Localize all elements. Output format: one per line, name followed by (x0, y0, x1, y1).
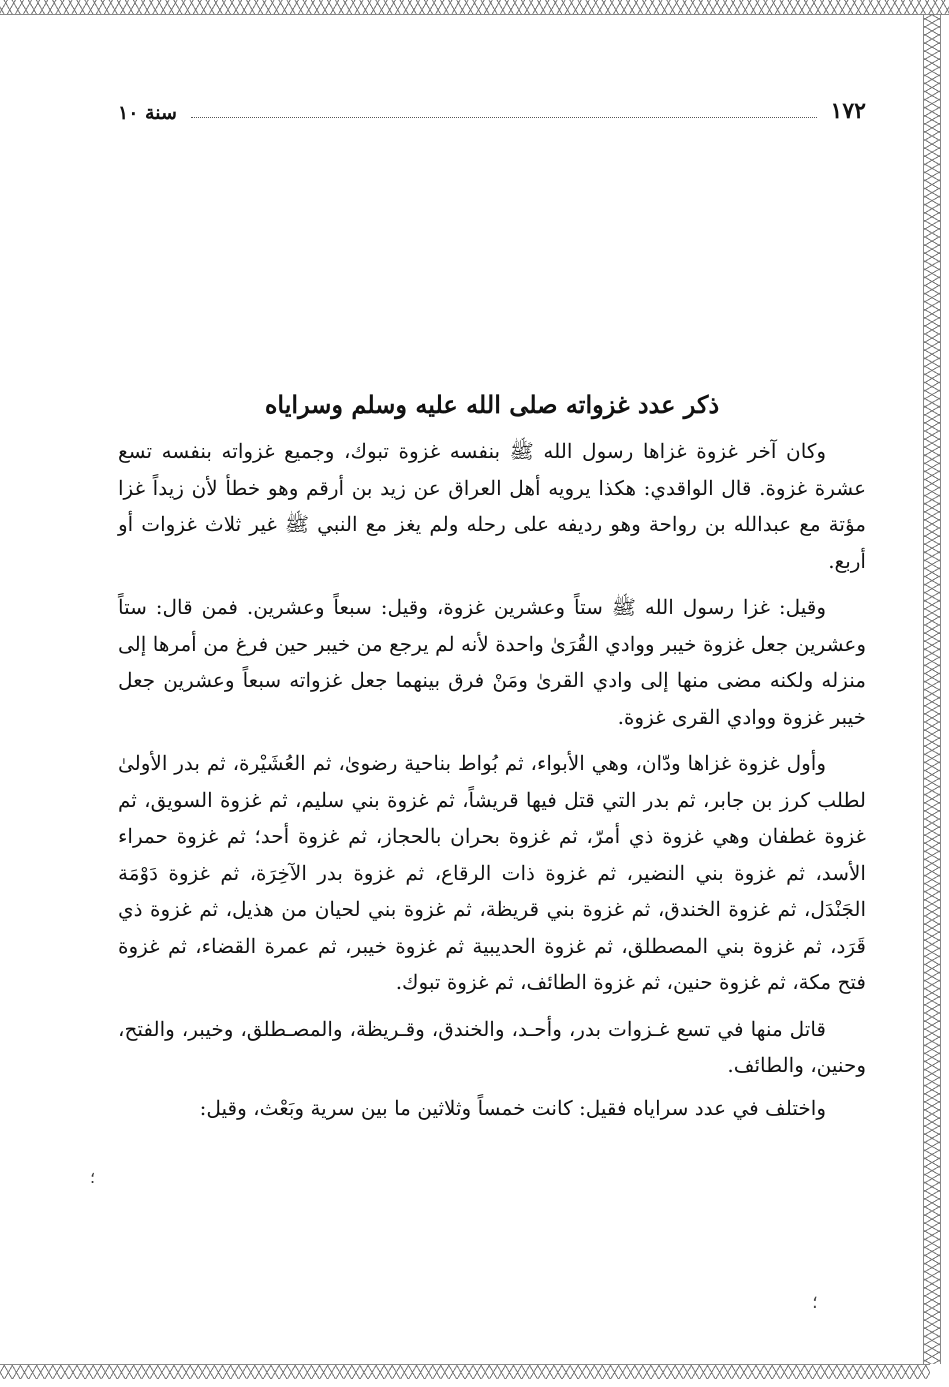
paragraph-3: وأول غزوة غزاها ودّان، وهي الأبواء، ثم بُواط بناحية رضوىٰ، ثم العُشَيْرة، ثم بدر الأولىٰ لطلب كرز بن جابر، ثم بدر التي قتل فيها قريشاً، ثم غزوة بني سليم، ثم غزوة السويق، ثم غزوة غطفان وهي غزوة ذي أمرّ، ثم غزوة بحران بالحجاز، ثم غزوة أحد؛ ثم غزوة حمراء الأسد، ثم غزوة بني النضير، ثم غزوة ذات الرقاع، ثم غزوة بدر الآخِرَة، ثم غزوة دَوْمَة الجَنْدَل، ثم غزوة الخندق، ثم غزوة بني قريظة، ثم غزوة بني لحيان من هذيل، ثم غزوة ذي قَرَد، ثم غزوة بني المصطلق، ثم غزوة الحديبية ثم غزوة خيبر، ثم عمرة القضاء، ثم غزوة فتح مكة، ثم غزوة حنين، ثم غزوة الطائف، ثم غزوة تبوك. (118, 751, 866, 994)
foot-mark: ؛ (812, 1292, 818, 1313)
page-content (118, 385, 866, 1136)
paragraph-5: واختلف في عدد سراياه فقيل: كانت خمساً وثلاثين ما بين سرية وبَعْث، وقيل: (199, 1095, 826, 1120)
paragraph-4: قاتل منها في تسع غـزوات بدر، وأحـد، والخندق، وقـريظة، والمصـطلق، وخيبر، والفتح، وحنين، والطائف. (118, 1016, 866, 1077)
page-header (118, 88, 866, 124)
chapter-title: ذكر عدد غزواته صلى الله عليه وسلم وسراياه (264, 390, 720, 419)
page-border-bottom (0, 1364, 930, 1379)
header-rule (191, 117, 817, 118)
paragraph-2: وقيل: غزا رسول الله ﷺ ستاً وعشرين غزوة، وقيل: سبعاً وعشرين. فمن قال: ستاً وعشرين جعل غزوة خيبر ووادي القُرَىٰ واحدة لأنه لم يرجع من خيبر حين فرغ من أمرها إلى منزله ولكنه مضى منها إلى وادي القرىٰ ومَنْ فرق بينهما جعل غزواته سبعاً وعشرين جعل خيبر غزوة ووادي القرى غزوة. (118, 595, 866, 729)
page-number: ١٧٢ (830, 98, 866, 124)
page-border-top (0, 0, 949, 15)
paragraph-1: وكان آخر غزوة غزاها رسول الله ﷺ بنفسه غزوة تبوك، وجميع غزواته بنفسه تسع عشرة غزوة. قال الواقدي: هكذا يرويه أهل العراق عن زيد بن أرقم وهو خطأ لأن زيداً غزا مؤتة مع عبدالله بن رواحة وهو رديفه على رحله ولم يغز مع النبي ﷺ غير ثلاث غزوات أو أربع. (118, 439, 867, 573)
margin-mark: ؛ (90, 1168, 96, 1187)
running-head: سنة ١٠ (118, 102, 177, 124)
page-border-right (923, 14, 941, 1364)
